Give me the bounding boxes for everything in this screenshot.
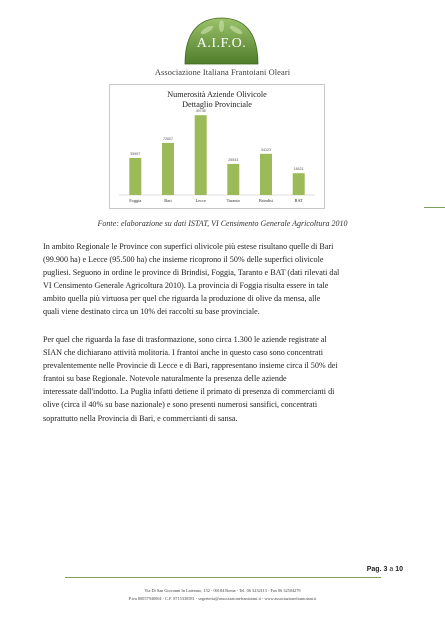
text-line: VI Censimento Generale Agricoltura 2010). La provincia di Foggia risulta essere in tale [43, 281, 329, 291]
text-line: olive (circa il 40% su base nazionale) e sono presenti numerosi sansifici, concentrati [43, 400, 318, 410]
value-label-lecce: 49738 [195, 109, 206, 114]
value-label-taranto: 25543 [228, 157, 239, 162]
category-label-bat: BAT [294, 198, 303, 203]
margin-rule [424, 207, 445, 208]
value-label-bari: 72607 [163, 136, 173, 141]
page-sep: a [389, 566, 394, 573]
bar-bari [162, 143, 174, 195]
text-line: In ambito Regionale le Province con superfici olivicole più estese risultano quelle di Bari [43, 242, 334, 251]
bar-brindisi [260, 154, 272, 195]
page-current: 3 [383, 566, 388, 573]
text-line: ambito quella più virtuosa per quel che riguarda la produzione di olive da mensa, alle [43, 294, 321, 304]
text-line: soprattutto nella Provincia di Bari, e commercianti di sansa. [43, 413, 238, 423]
text-line: Per quel che riguarda la fase di trasformazione, sono circa 1.300 le aziende registrate al [43, 335, 327, 344]
text-line: interessate dall'indotto. La Puglia infatti detiene il primato di presenza di commercianti di [43, 387, 335, 397]
category-label-bari: Bari [164, 198, 172, 203]
chart-caption: Fonte: elaborazione su dati ISTAT, VI Censimento Generale Agricoltura 2010 [97, 219, 348, 228]
text-line: pugliesi. Seguono in ordine le province di Brindisi, Foggia, Taranto e BAT (dati rilevati dal [43, 268, 340, 278]
page-label: Pag. [366, 566, 382, 573]
bar-bat [293, 173, 305, 195]
chart [109, 84, 325, 209]
text-line: prevalentemente nelle Provincie di Lecce e di Bari, rappresentano insieme circa il 50% dei [43, 361, 338, 371]
footer-rule [65, 577, 381, 578]
association-name: Associazione Italiana Frantoiani Oleari [154, 68, 291, 77]
bar-taranto [227, 164, 239, 195]
text-line: quali viene destinato circa un 10% dei raccolti su base provinciale. [43, 307, 260, 317]
value-label-brindisi: 34123 [261, 147, 271, 152]
paragraph-2 [43, 333, 405, 425]
category-label-brindisi: Brindisi [258, 198, 274, 203]
category-label-lecce: Lecce [195, 198, 206, 203]
page-total: 10 [395, 566, 403, 573]
bar-chart [110, 85, 324, 208]
chart-subtitle: Dettaglio Provinciale [182, 100, 252, 109]
aifo-logo [179, 14, 264, 68]
paragraph-1 [43, 240, 405, 319]
footer-address: Via Di San Giovanni In Laterano, 152 - 00184 Roma - Tel. 06 3232113 - Fax 06 32504279 [144, 588, 301, 593]
value-label-bat: 18421 [293, 167, 304, 172]
bar-foggia [129, 158, 141, 195]
value-label-foggia: 35957 [130, 152, 141, 156]
chart-title: Numerosità Aziende Olivicole [167, 90, 267, 99]
text-line: frantoi su base Regionale. Notevole naturalmente la presenza delle aziende [43, 374, 287, 384]
text-line: SIAN che dichiarano attività molitoria. I frantoi anche in questo caso sono concentrati [43, 348, 323, 358]
bar-lecce [195, 115, 207, 195]
page-number [367, 566, 403, 573]
text-line: (99.900 ha) e Lecce (95.500 ha) che insieme ricoprono il 50% delle superfici olivicole [43, 255, 324, 265]
logo-text: A.I.F.O. [196, 36, 247, 51]
footer-contacts: P.iva 80057940004 - C.F. 8715330581 - segreteria@associazionefrantoiani.it - www.associazionefrantoiani.it [128, 596, 317, 601]
category-label-taranto: Taranto [226, 198, 240, 203]
category-label-foggia: Foggia [129, 198, 142, 203]
